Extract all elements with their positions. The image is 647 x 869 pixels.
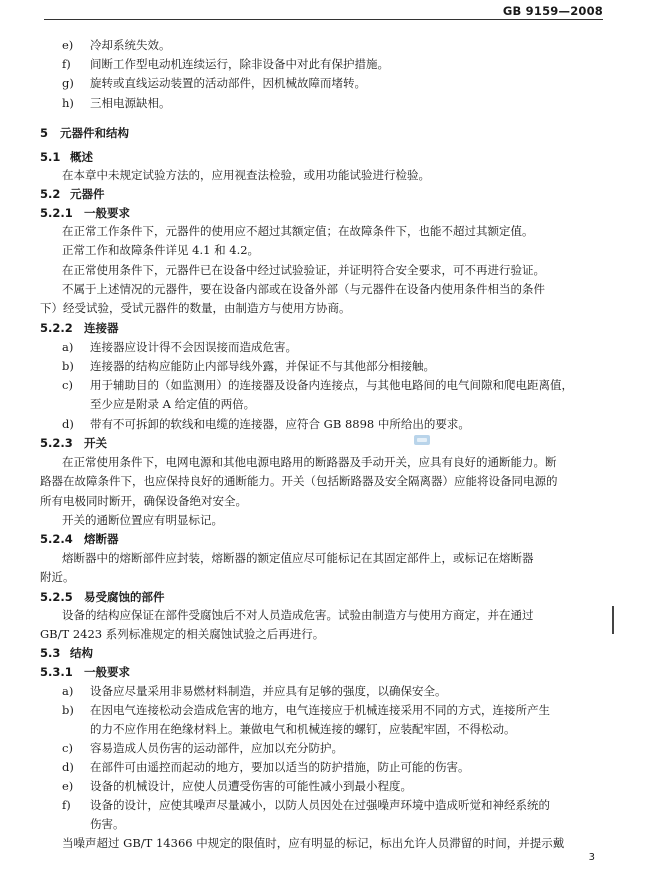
section-title: 易受腐蚀的部件: [84, 590, 165, 604]
list-item-text: 带有不可拆卸的软线和电缆的连接器，应符合 GB 8898 中所给出的要求。: [90, 417, 470, 431]
section-number: 5.2.5: [40, 590, 73, 604]
list-item-label: b): [62, 359, 74, 373]
list-item-text: 至少应是附录 A 给定值的两倍。: [90, 397, 256, 411]
list-item-text: 设备的机械设计，应使人员遭受伤害的可能性减小到最小程度。: [90, 779, 412, 793]
list-item-label: f): [62, 798, 71, 812]
section-number: 5.1: [40, 150, 61, 164]
section-heading-5-1: [40, 150, 93, 164]
list-item-label: d): [62, 417, 74, 431]
paragraph: 设备的结构应保证在部件受腐蚀后不对人员造成危害。试验由制造方与使用方商定，并在通过: [62, 608, 534, 622]
list-item-label: f): [62, 57, 71, 71]
list-item-text: 连接器的结构应能防止内部导线外露，并保证不与其他部分相接触。: [90, 359, 435, 373]
section-heading-5-3: [40, 646, 93, 660]
list-item-text: 设备应尽量采用非易燃材料制造，并应具有足够的强度，以确保安全。: [90, 684, 447, 698]
section-heading-5: [40, 126, 129, 140]
list-item-text: 连接器应设计得不会因误接而造成危害。: [90, 340, 297, 354]
list-item-label: h): [62, 96, 74, 110]
list-item-label: a): [62, 684, 74, 698]
section-title: 一般要求: [84, 665, 130, 679]
section-title: 开关: [84, 436, 107, 450]
list-item-label: g): [62, 76, 74, 90]
list-item-text: 设备的设计，应使其噪声尽量减小，以防人员因处在过强噪声环境中造成听觉和神经系统的: [90, 798, 550, 812]
paragraph-continuation: 下）经受试验，受试元器件的数量，由制造方与使用方协商。: [40, 301, 351, 315]
standard-code-header: GB 9159—2008: [502, 4, 603, 18]
list-item-label: e): [62, 779, 74, 793]
list-item-label: b): [62, 703, 74, 717]
change-bar: [612, 606, 614, 634]
list-item-text: 三相电源缺相。: [90, 96, 171, 110]
list-item-text: 伤害。: [90, 817, 125, 831]
paragraph: 正常工作和故障条件详见 4.1 和 4.2。: [62, 243, 260, 257]
section-number: 5.2.3: [40, 436, 73, 450]
list-item-label: a): [62, 340, 74, 354]
list-item-text: 在因电气连接松动会造成危害的地方，电气连接应于机械连接采用不同的方式，连接所产生: [90, 703, 550, 717]
list-item-label: e): [62, 38, 74, 52]
list-item-text: 的力不应作用在绝缘材料上。兼做电气和机械连接的螺钉，应装配牢固，不得松动。: [90, 722, 516, 736]
section-title: 连接器: [84, 321, 119, 335]
paragraph: 开关的通断位置应有明显标记。: [62, 513, 223, 527]
section-number: 5: [40, 126, 49, 140]
section-heading-5-2-4: [40, 532, 119, 546]
section-heading-5-2-1: [40, 206, 130, 220]
section-title: 元器件: [70, 187, 105, 201]
paragraph: 当噪声超过 GB/T 14366 中规定的限值时，应有明显的标记，标出允许人员滞留的时间，并提示戴: [62, 836, 565, 850]
list-item-text: 间断工作型电动机连续运行，除非设备中对此有保护措施。: [90, 57, 389, 71]
section-heading-5-2-3: [40, 436, 107, 450]
publisher-logo-icon: [414, 435, 430, 445]
section-number: 5.3: [40, 646, 61, 660]
list-item-text: 容易造成人员伤害的运动部件，应加以充分防护。: [90, 741, 343, 755]
section-number: 5.2.4: [40, 532, 73, 546]
section-title: 一般要求: [84, 206, 130, 220]
section-heading-5-2-2: [40, 321, 119, 335]
section-number: 5.2: [40, 187, 61, 201]
section-title: 概述: [70, 150, 93, 164]
paragraph: 在正常工作条件下，元器件的使用应不超过其额定值；在故障条件下，也能不超过其额定值。: [62, 224, 534, 238]
list-item-label: d): [62, 760, 74, 774]
list-item-label: c): [62, 741, 73, 755]
list-item-text: 在部件可由遥控而起动的地方，要加以适当的防护措施，防止可能的伤害。: [90, 760, 470, 774]
header-rule: [44, 19, 603, 20]
list-item-text: 冷却系统失效。: [90, 38, 171, 52]
section-number: 5.2.2: [40, 321, 73, 335]
paragraph-continuation: GB/T 2423 系列标准规定的相关腐蚀试验之后再进行。: [40, 627, 325, 641]
section-heading-5-2: [40, 187, 105, 201]
section-title: 结构: [70, 646, 93, 660]
section-title: 熔断器: [84, 532, 119, 546]
paragraph: 在正常使用条件下，元器件已在设备中经过试验验证，并证明符合安全要求，可不再进行验证。: [62, 263, 545, 277]
section-number: 5.3.1: [40, 665, 73, 679]
paragraph-continuation: 所有电极同时断开，确保设备绝对安全。: [40, 494, 247, 508]
paragraph: 不属于上述情况的元器件，要在设备内部或在设备外部（与元器件在设备内使用条件相当的条件: [62, 282, 545, 296]
section-number: 5.2.1: [40, 206, 73, 220]
list-item-text: 用于辅助目的（如监测用）的连接器及设备内连接点，与其他电路间的电气间隙和爬电距离值，: [90, 378, 573, 392]
paragraph-continuation: 附近。: [40, 570, 75, 584]
section-heading-5-3-1: [40, 665, 130, 679]
paragraph-continuation: 路器在故障条件下，也应保持良好的通断能力。开关（包括断路器及安全隔离器）应能将设备同电源的: [40, 474, 558, 488]
paragraph: 在正常使用条件下，电网电源和其他电源电路用的断路器及手动开关，应具有良好的通断能力。断: [62, 455, 557, 469]
list-item-label: c): [62, 378, 73, 392]
paragraph: 在本章中未规定试验方法的，应用视查法检验，或用功能试验进行检验。: [62, 168, 430, 182]
paragraph: 熔断器中的熔断部件应封装，熔断器的额定值应尽可能标记在其固定部件上，或标记在熔断器: [62, 551, 534, 565]
list-item-text: 旋转或直线运动装置的活动部件，因机械故障而堵转。: [90, 76, 366, 90]
section-heading-5-2-5: [40, 590, 165, 604]
section-title: 元器件和结构: [60, 126, 129, 140]
page-number: 3: [588, 852, 595, 863]
